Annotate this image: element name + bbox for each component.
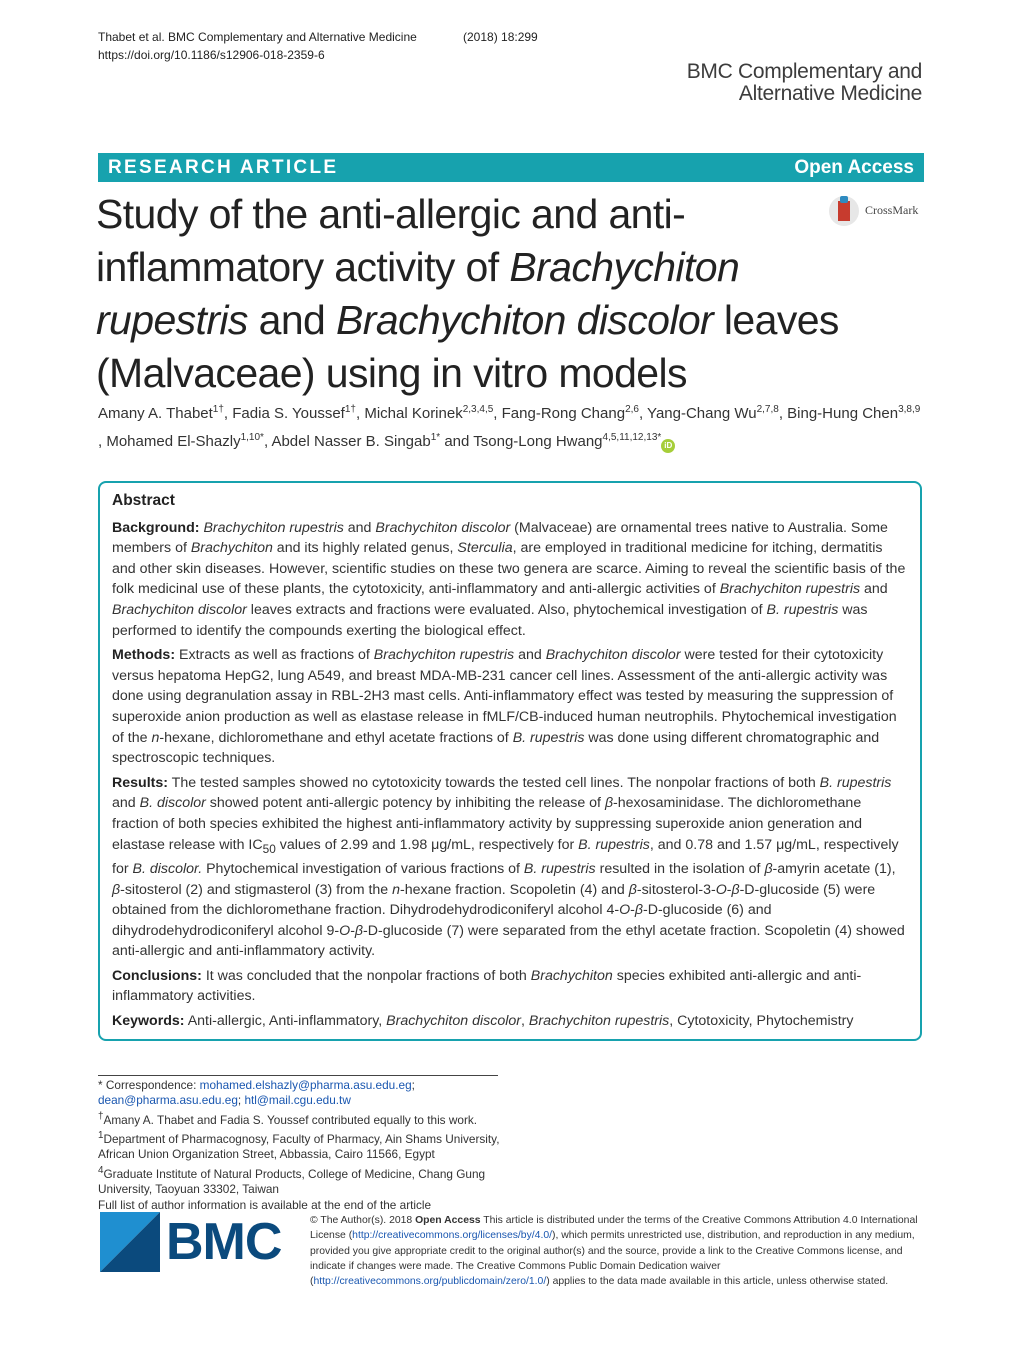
abstract-heading: Abstract [112, 492, 175, 509]
footnote-divider [98, 1075, 498, 1076]
bmc-logo [100, 1212, 290, 1272]
author-affiliation-sup: 1,10* [240, 432, 264, 443]
abstract-box [98, 481, 922, 1041]
citation-text: Thabet et al. BMC Complementary and Alternative Medicine [98, 30, 417, 44]
open-access-label: Open Access [794, 157, 914, 178]
abstract-methods: Methods: Extracts as well as fractions of Brachychiton rupestris and Brachychiton discolor were tested for their cytotoxicity versus hepatoma HepG2, lung A549, and breast MDA-MB-231 cancer cell lines. Assessment of the anti-allergic activity was done using degranulation assay in RBL-2H3 mast cells. Anti-inflammatory effect was tested by measuring the suppression of superoxide anion production as well as elastase release in fMLF/CB-induced human neutrophils. Phytochemical investigation of the n-hexane, dichloromethane and ethyl acetate fractions of B. rupestris was done using different chromatographic and spectroscopic techniques. [112, 647, 897, 767]
orcid-icon[interactable]: iD [661, 439, 675, 453]
journal-name-line1: BMC Complementary and [686, 60, 922, 83]
author-affiliation-sup: 1* [430, 432, 441, 443]
abstract-background: Background: Brachychiton rupestris and Brachychiton discolor (Malvaceae) are ornamental trees native to Australia. Some members of Brachychiton and its highly related genus, Sterculia, are employed in traditional medicine for itching, dermatitis and other skin diseases. However, scientific studies on these two genera are scarce. Aiming to reveal the scientific basis of the folk medicinal use of these plants, the cytotoxicity, anti-inflammatory and anti-allergic activities of Brachychiton rupestris and Brachychiton discolor leaves extracts and fractions were evaluated. Also, phytochemical investigation of B. rupestris was performed to identify the compounds exerting the biological effect. [112, 519, 906, 639]
bmc-logo-word: BMC [166, 1213, 282, 1271]
article-type-banner [98, 153, 924, 182]
author-name: Bing-Hung Chen [787, 405, 899, 422]
author-affiliation-sup: 3,8,9 [898, 404, 921, 415]
correspondence: * Correspondence: mohamed.elshazly@pharma.asu.edu.eg; dean@pharma.asu.edu.eg; htl@mail.cgu.edu.tw [98, 1078, 415, 1108]
doi-link[interactable]: https://doi.org/10.1186/s12906-018-2359-6 [98, 48, 325, 62]
article-type: RESEARCH ARTICLE [108, 157, 339, 178]
journal-name [687, 61, 922, 105]
author-affiliation-sup: 1† [212, 404, 224, 415]
affiliation-1: $^1$Department of Pharmacognosy, Faculty of Pharmacy, Ain Shams University, African Union Organization Street, Abbassia, Cairo 11566, Egypt [98, 1130, 500, 1162]
abstract-results: Results: The tested samples showed no cytotoxicity towards the tested cell lines. The nonpolar fractions of both B. rupestris and B. discolor showed potent anti-allergic potency by inhibiting the release of β-hexosaminidase. The dichloromethane fraction of both species exhibited the highest anti-inflammatory activity by suppressing superoxide anion generation and elastase release with $IC_{50}$ values of 2.99 and 1.98 μg/mL, respectively for B. rupestris, and 0.78 and 1.57 μg/mL, respectively for B. discolor. Phytochemical investigation of various fractions of B. rupestris resulted in the isolation of β-amyrin acetate (1), β-sitosterol (2) and stigmasterol (3) from the n-hexane fraction. Scopoletin (4) and β-sitosterol-3-O-β-D-glucoside (5) were obtained from the dichloromethane fraction. Dihydrodehydrodiconiferyl alcohol 4-O-β-D-glucoside (6) and dihydrodehydrodiconiferyl alcohol 9-O-β-D-glucoside (7) were separated from the ethyl acetate fraction. Scopoletin (4) showed anti-allergic and anti-inflammatory activity. [112, 774, 905, 960]
equal-contribution-note: †Amany A. Thabet and Fadia S. Youssef contributed equally to this work. [98, 1110, 478, 1127]
full-author-info-note: Full list of author information is available at the end of the article [98, 1197, 432, 1212]
author-name: Fadia S. Youssef [232, 405, 345, 422]
author-affiliation-sup: 2,3,4,5 [462, 404, 494, 415]
author-affiliation-sup: 4,5,11,12,13* [602, 432, 662, 443]
author-name: Tsong-Long Hwang [473, 433, 603, 450]
author-name: Fang-Rong Chang [501, 405, 626, 422]
citation-line [98, 28, 538, 46]
article-title: Study of the anti-allergic and anti- inflammatory activity of Brachychiton rupestris and Brachychiton discolor leaves (Malvaceae) using in vitro models [96, 191, 839, 396]
journal-name-line2: Alternative Medicine [738, 82, 922, 105]
author-list: Amany A. Thabet$^{1\dagger}$, Fadia S. Youssef$^{1\dagger}$, Michal Korinek$^{2,3,4,5}$, Fang-Rong Chang$^{2,6}$, Yang-Chang Wu$^{2,7,8}$, Bing-Hung Chen$^{3,8,9}$ , Mohamed El-Shazly$^{1,10*}$, Abdel Nasser B. Singab$^{1*}$ and Tsong-Long Hwang$^{4,5,11,12,13*}$iD [98, 398, 924, 454]
crossmark-label: CrossMark [865, 203, 919, 217]
license-link-by[interactable]: http://creativecommons.org/licenses/by/4.0/ [352, 1230, 552, 1242]
footnotes [98, 1078, 518, 1213]
email-link-2[interactable]: dean@pharma.asu.edu.eg [98, 1093, 238, 1108]
author-name: Michal Korinek [364, 405, 463, 422]
author-affiliation-sup: 2,6 [625, 404, 639, 415]
bmc-logo-icon [100, 1212, 160, 1272]
author-affiliation-sup: 1† [344, 404, 356, 415]
license-statement: © The Author(s). 2018 Open Access This article is distributed under the terms of the Creative Commons Attribution 4.0 International License (http://creativecommons.org/licenses/by/4.0/), which permits unrestricted use, distribution, and reproduction in any medium, provided you give appropriate credit to the original author(s) and the source, provide a link to the Creative Commons license, and indicate if changes were made. The Creative Commons Public Domain Dedication waiver (http://creativecommons.org/publicdomain/zero/1.0/) applies to the data made available in this article, unless otherwise stated. [310, 1215, 918, 1288]
abstract-keywords: Keywords: Anti-allergic, Anti-inflammatory, Brachychiton discolor, Brachychiton rupestris, Cytotoxicity, Phytochemistry [112, 1013, 854, 1030]
citation-header [98, 28, 538, 64]
author-name: Amany A. Thabet [98, 405, 213, 422]
author-affiliation-sup: 2,7,8 [756, 404, 779, 415]
year-volume: (2018) 18:299 [463, 30, 538, 44]
affiliation-4: $^4$Graduate Institute of Natural Products, College of Medicine, Chang Gung University, Taoyuan 33302, Taiwan [98, 1164, 486, 1197]
author-name: Yang-Chang Wu [647, 405, 757, 422]
abstract-conclusions: Conclusions: It was concluded that the nonpolar fractions of both Brachychiton species exhibited anti-allergic and anti-inflammatory activities. [112, 967, 862, 1005]
license-link-zero[interactable]: http://creativecommons.org/publicdomain/zero/1.0/ [313, 1276, 547, 1288]
email-link-1[interactable]: mohamed.elshazly@pharma.asu.edu.eg [199, 1078, 412, 1092]
email-link-3[interactable]: htl@mail.cgu.edu.tw [244, 1093, 351, 1108]
author-name: Mohamed El-Shazly [106, 433, 241, 450]
author-name: Abdel Nasser B. Singab [271, 433, 431, 450]
